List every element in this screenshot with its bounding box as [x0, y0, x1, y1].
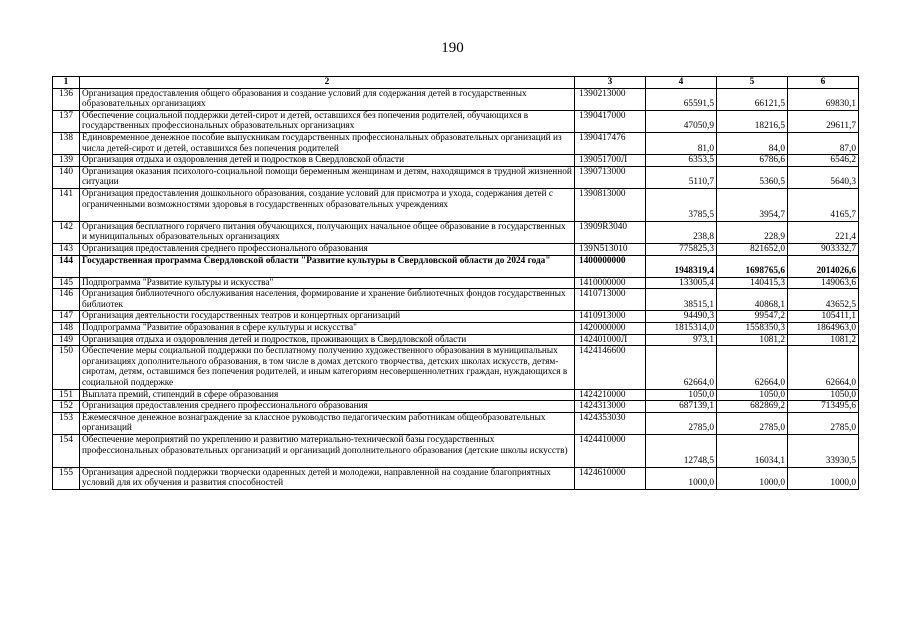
row-code: 1424313000: [575, 401, 646, 413]
row-name: Обеспечение мероприятий по укреплению и развитию материально-технической базы государственных профессиональных образовательных организаций и организаций дополнительного образования (детские школы искусств): [80, 435, 575, 468]
row-code: 1390417476: [575, 132, 646, 154]
table-row: [53, 467, 859, 489]
table-row: [53, 155, 859, 167]
row-name: Организация адресной поддержки творчески одаренных детей и молодежи, направленной на создание благоприятных условий для их обучения и развития способностей: [80, 467, 575, 489]
row-value-col5: 2785,0: [717, 412, 788, 434]
row-value-col5: 3954,7: [717, 188, 788, 221]
row-value-col6: 43652,5: [788, 289, 859, 311]
column-header: 2: [80, 77, 575, 89]
row-code: 1390213000: [575, 88, 646, 110]
table-row: [53, 289, 859, 311]
row-name: Организация отдыха и оздоровления детей и подростков в Свердловской области: [80, 155, 575, 167]
row-value-col6: 221,4: [788, 221, 859, 243]
row-value-col5: 5360,5: [717, 166, 788, 188]
row-value-col6: 4165,7: [788, 188, 859, 221]
row-value-col6: 713495,6: [788, 401, 859, 413]
row-code: 1410913000: [575, 311, 646, 323]
column-header: 5: [717, 77, 788, 89]
row-name: Организация предоставления дошкольного образования, создание условий для присмотра и ухода, содержания детей с ограниченными возможностями здоровья в государственных образовательных учреждениях: [80, 188, 575, 221]
row-value-col6: 6546,2: [788, 155, 859, 167]
column-header: 4: [646, 77, 717, 89]
row-value-col5: 62664,0: [717, 346, 788, 389]
row-value-col5: 1081,2: [717, 334, 788, 346]
table-row: [53, 110, 859, 132]
row-code: 1400000000: [575, 255, 646, 277]
row-number: 144: [53, 255, 80, 277]
row-value-col4: 3785,5: [646, 188, 717, 221]
row-value-col4: 94490,3: [646, 311, 717, 323]
row-value-col4: 973,1: [646, 334, 717, 346]
row-name: Организация предоставления среднего профессионального образования: [80, 243, 575, 255]
row-number: 142: [53, 221, 80, 243]
row-value-col4: 65591,5: [646, 88, 717, 110]
table-row: [53, 435, 859, 468]
row-number: 139: [53, 155, 80, 167]
row-number: 151: [53, 389, 80, 401]
page-number: 190: [441, 40, 464, 56]
row-number: 150: [53, 346, 80, 389]
row-value-col4: 687139,1: [646, 401, 717, 413]
row-value-col4: 238,8: [646, 221, 717, 243]
table-row: [53, 132, 859, 154]
row-name: Организация отдыха и оздоровления детей и подростков, проживающих в Свердловской области: [80, 334, 575, 346]
row-value-col6: 149063,6: [788, 277, 859, 289]
row-number: 155: [53, 467, 80, 489]
row-number: 149: [53, 334, 80, 346]
row-value-col6: 903332,7: [788, 243, 859, 255]
row-value-col4: 62664,0: [646, 346, 717, 389]
row-value-col5: 1050,0: [717, 389, 788, 401]
row-value-col6: 69830,1: [788, 88, 859, 110]
row-value-col6: 62664,0: [788, 346, 859, 389]
row-value-col5: 1698765,6: [717, 255, 788, 277]
row-value-col6: 1000,0: [788, 467, 859, 489]
row-value-col4: 1815314,0: [646, 323, 717, 335]
table-row: [53, 346, 859, 389]
row-name: Выплата премий, стипендий в сфере образования: [80, 389, 575, 401]
row-code: 1424410000: [575, 435, 646, 468]
row-value-col5: 6786,6: [717, 155, 788, 167]
row-value-col4: 12748,5: [646, 435, 717, 468]
row-number: 153: [53, 412, 80, 434]
row-name: Организация бесплатного горячего питания обучающихся, получающих начальное общее образование в государственных и муниципальных образовательных организациях: [80, 221, 575, 243]
row-value-col4: 2785,0: [646, 412, 717, 434]
row-code: 13909R3040: [575, 221, 646, 243]
table-row: [53, 323, 859, 335]
row-code: 139051700Л: [575, 155, 646, 167]
row-value-col5: 84,0: [717, 132, 788, 154]
row-value-col5: 1558350,3: [717, 323, 788, 335]
row-value-col6: 1864963,0: [788, 323, 859, 335]
row-number: 137: [53, 110, 80, 132]
row-value-col6: 1081,2: [788, 334, 859, 346]
table-row: [53, 188, 859, 221]
row-value-col4: 1000,0: [646, 467, 717, 489]
table-body: [53, 88, 859, 489]
row-code: 1410000000: [575, 277, 646, 289]
row-value-col4: 775825,3: [646, 243, 717, 255]
row-value-col6: 2014026,6: [788, 255, 859, 277]
row-number: 140: [53, 166, 80, 188]
row-code: 1424610000: [575, 467, 646, 489]
row-value-col6: 105411,1: [788, 311, 859, 323]
table-row: [53, 311, 859, 323]
row-name: Подпрограмма "Развитие культуры и искусства": [80, 277, 575, 289]
table-row: [53, 88, 859, 110]
table-row: [53, 255, 859, 277]
row-name: Организация деятельности государственных театров и концертных организаций: [80, 311, 575, 323]
row-code: 1424210000: [575, 389, 646, 401]
row-code: 1420000000: [575, 323, 646, 335]
row-code: 142401000Л: [575, 334, 646, 346]
table-row: [53, 277, 859, 289]
row-name: Государственная программа Свердловской области "Развитие культуры в Свердловской области до 2024 года": [80, 255, 575, 277]
table-row: [53, 221, 859, 243]
row-code: 1424353030: [575, 412, 646, 434]
row-code: 1390713000: [575, 166, 646, 188]
table-row: [53, 334, 859, 346]
row-value-col6: 2785,0: [788, 412, 859, 434]
row-name: Организация предоставления среднего профессионального образования: [80, 401, 575, 413]
row-value-col5: 99547,2: [717, 311, 788, 323]
row-value-col5: 40868,1: [717, 289, 788, 311]
row-value-col6: 87,0: [788, 132, 859, 154]
row-number: 148: [53, 323, 80, 335]
row-code: 1390813000: [575, 188, 646, 221]
row-code: 139N513010: [575, 243, 646, 255]
row-value-col5: 821652,0: [717, 243, 788, 255]
row-value-col5: 66121,5: [717, 88, 788, 110]
row-value-col5: 16034,1: [717, 435, 788, 468]
row-number: 145: [53, 277, 80, 289]
row-number: 136: [53, 88, 80, 110]
row-name: Обеспечение меры социальной поддержки по бесплатному получению художественного образования в муниципальных организациях дополнительного образования, в том числе в домах детского творчества, детских школах искусств, детям-сиротам, детям, оставшимся без попечения родителей, и иным категориям несовершеннолетних граждан, нуждающихся в социальной поддержке: [80, 346, 575, 389]
row-name: Организация предоставления общего образования и создание условий для содержания детей в государственных образовательных организациях: [80, 88, 575, 110]
row-value-col6: 29611,7: [788, 110, 859, 132]
row-value-col4: 38515,1: [646, 289, 717, 311]
row-value-col4: 1050,0: [646, 389, 717, 401]
row-name: Организация оказания психолого-социальной помощи беременным женщинам и детям, находящимся в трудной жизненной ситуации: [80, 166, 575, 188]
row-code: 1410713000: [575, 289, 646, 311]
column-header: 3: [575, 77, 646, 89]
row-value-col4: 5110,7: [646, 166, 717, 188]
row-value-col4: 1948319,4: [646, 255, 717, 277]
row-value-col6: 5640,3: [788, 166, 859, 188]
row-value-col6: 1050,0: [788, 389, 859, 401]
column-header: 1: [53, 77, 80, 89]
row-name: Обеспечение социальной поддержки детей-сирот и детей, оставшихся без попечения родителей, обучающихся в государственных профессиональных образовательных организациях: [80, 110, 575, 132]
row-number: 147: [53, 311, 80, 323]
row-value-col4: 47050,9: [646, 110, 717, 132]
table-row: [53, 389, 859, 401]
budget-table: [52, 76, 859, 490]
row-value-col5: 1000,0: [717, 467, 788, 489]
row-value-col4: 6353,5: [646, 155, 717, 167]
row-value-col6: 33930,5: [788, 435, 859, 468]
row-value-col5: 18216,5: [717, 110, 788, 132]
row-number: 141: [53, 188, 80, 221]
row-value-col5: 228,9: [717, 221, 788, 243]
table-row: [53, 166, 859, 188]
row-value-col5: 140415,3: [717, 277, 788, 289]
row-name: Единовременное денежное пособие выпускникам государственных профессиональных образовательных организаций из числа детей-сирот и детей, оставшихся без попечения родителей: [80, 132, 575, 154]
row-name: Организация библиотечного обслуживания населения, формирование и хранение библиотечных фондов государственных библиотек: [80, 289, 575, 311]
table-row: [53, 412, 859, 434]
row-name: Ежемесячное денежное вознаграждение за классное руководство педагогическим работникам общеобразовательных организаций: [80, 412, 575, 434]
table-row: [53, 401, 859, 413]
row-number: 143: [53, 243, 80, 255]
row-code: 1390417000: [575, 110, 646, 132]
row-number: 152: [53, 401, 80, 413]
row-number: 154: [53, 435, 80, 468]
row-name: Подпрограмма "Развитие образования в сфере культуры и искусства": [80, 323, 575, 335]
column-header: 6: [788, 77, 859, 89]
table-row: [53, 243, 859, 255]
row-value-col4: 133005,4: [646, 277, 717, 289]
column-header-row: [53, 77, 859, 89]
row-number: 138: [53, 132, 80, 154]
row-value-col5: 682869,2: [717, 401, 788, 413]
row-code: 1424146600: [575, 346, 646, 389]
row-number: 146: [53, 289, 80, 311]
row-value-col4: 81,0: [646, 132, 717, 154]
